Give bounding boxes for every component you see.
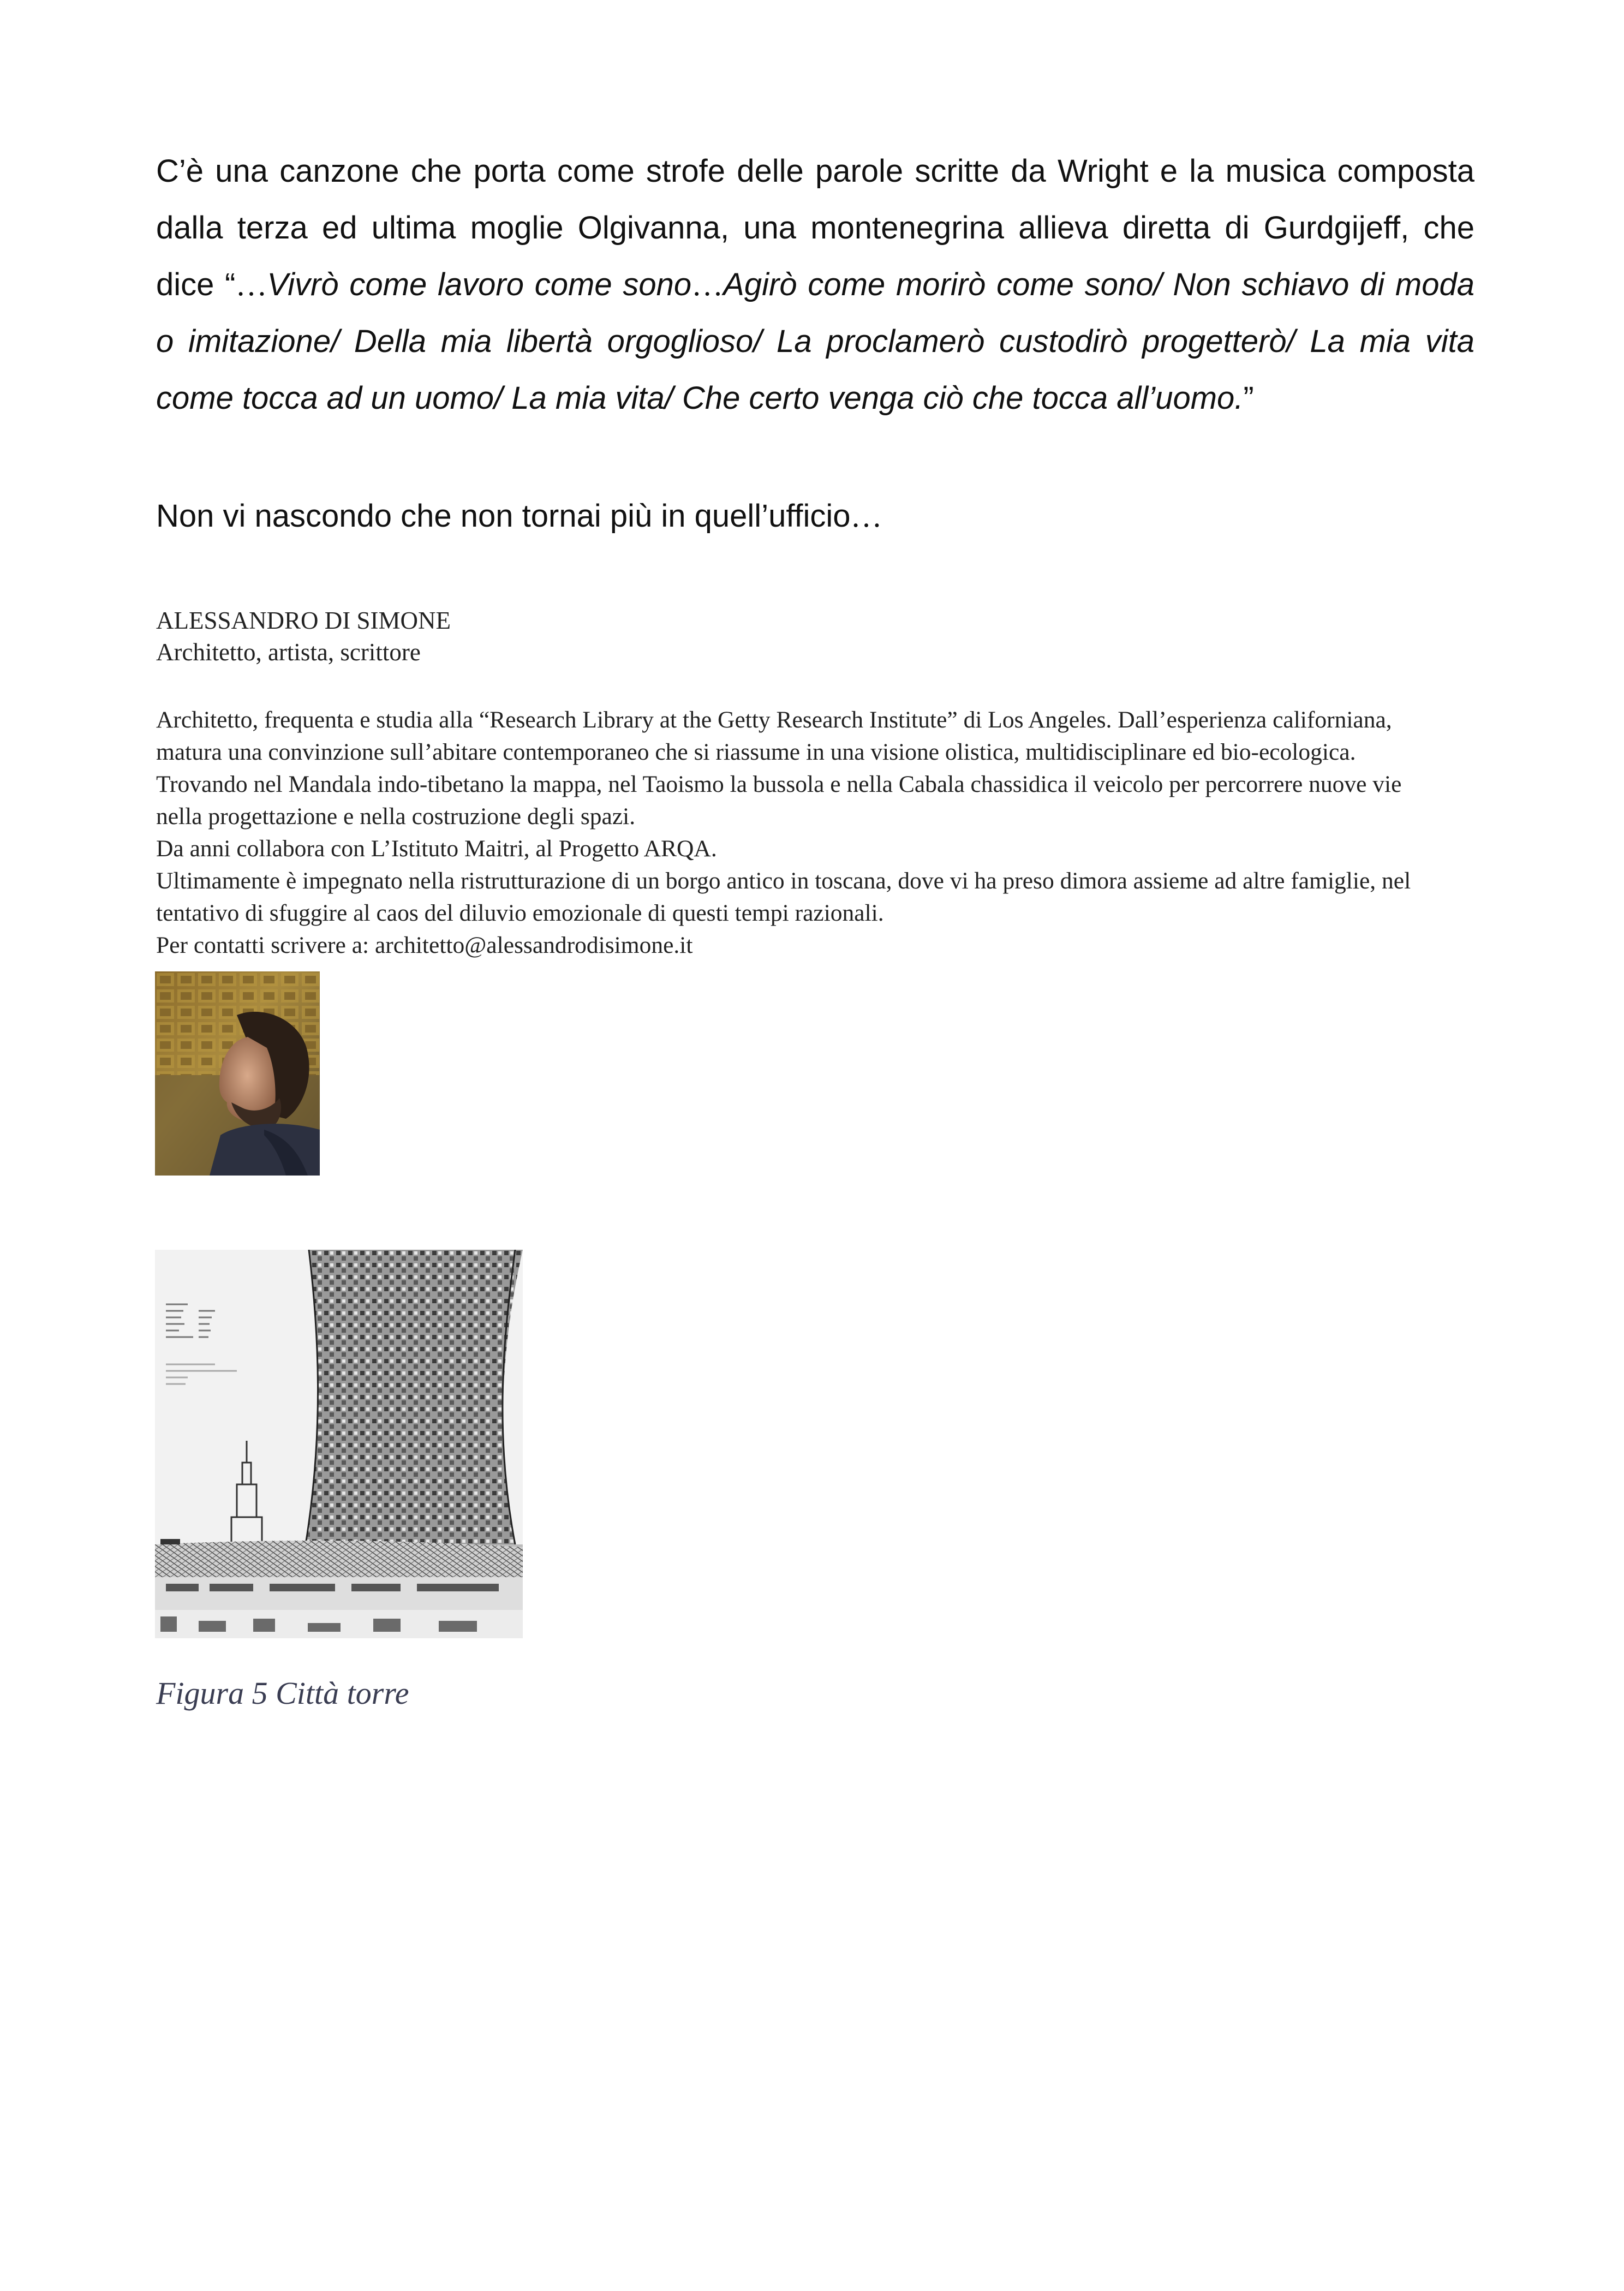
- tower-city-figure: [155, 1250, 523, 1638]
- bio-line: Da anni collabora con L’Istituto Maitri, al Progetto ARQA.: [156, 836, 717, 862]
- bio-line: Trovando nel Mandala indo-tibetano la mappa, nel Taoismo la bussola e nella Cabala chassidica il veicolo per percorrere nuove vie: [156, 771, 1402, 797]
- bio-line: Architetto, frequenta e studia alla “Research Library at the Getty Research Institute” di Los Angeles. Dall’esperienza californiana,: [156, 707, 1392, 733]
- bio-line: Ultimamente è impegnato nella ristrutturazione di un borgo antico in toscana, dove vi ha preso dimora assieme ad altre famiglie, nel: [156, 868, 1411, 894]
- bio-line: matura una convinzione sull’abitare contemporaneo che si riassume in una visione olistica, multidisciplinare ed bio-ecologica.: [156, 739, 1356, 765]
- song-quote-part-1: Vivrò come lavoro come sono: [267, 267, 692, 302]
- author-bio: [156, 704, 1613, 962]
- ellipsis: …: [850, 498, 882, 534]
- author-block: [156, 605, 1619, 668]
- ellipsis: …: [691, 267, 724, 302]
- paragraph-intro: C’è una canzone che porta come strofe delle parole scritte da Wright e la musica composta dalla terza ed ultima moglie Olgivanna, una montenegrina allieva diretta di Gurdgijeff, che dice “: [156, 153, 1474, 302]
- body-paragraph: [156, 143, 1474, 427]
- author-role: Architetto, artista, scrittore: [156, 639, 421, 666]
- figure-caption: Figura 5 Città torre: [156, 1675, 409, 1711]
- author-portrait: [155, 971, 320, 1176]
- song-quote-part-2: Agirò come morirò come sono/ Non schiavo di moda o imitazione/ Della mia libertà orgoglioso/ La proclamerò custodirò progetterò/ La mia vita come tocca ad un uomo/ La mia vita/ Che certo venga ciò che tocca all’uomo.: [156, 267, 1474, 416]
- bio-line: nella progettazione e nella costruzione degli spazi.: [156, 803, 636, 830]
- author-name: ALESSANDRO DI SIMONE: [156, 607, 451, 634]
- closing-sentence-text: Non vi nascondo che non tornai più in quell’ufficio: [156, 498, 851, 534]
- bio-line: tentativo di sfuggire al caos del diluvio emozionale di questi tempi razionali.: [156, 900, 884, 926]
- bio-line: Per contatti scrivere a: architetto@alessandrodisimone.it: [156, 932, 693, 958]
- closing-sentence: [156, 488, 1474, 545]
- closing-quote-mark: ”: [1243, 380, 1254, 416]
- ellipsis: …: [235, 267, 267, 302]
